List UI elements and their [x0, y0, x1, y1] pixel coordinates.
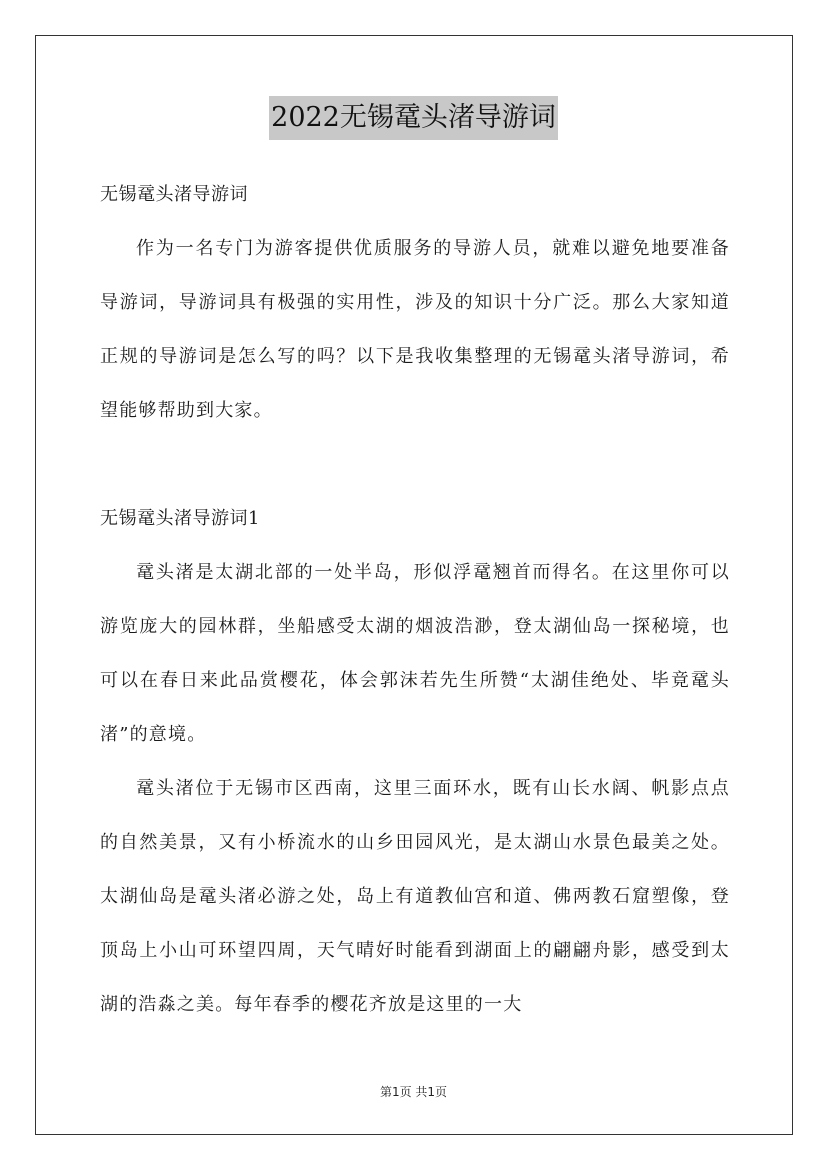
section-heading: 无锡鼋头渚导游词1 — [100, 508, 260, 529]
document-subtitle: 无锡鼋头渚导游词 — [100, 184, 248, 205]
title-container — [0, 96, 827, 140]
intro-paragraph: 作为一名专门为游客提供优质服务的导游人员，就难以避免地要准备导游词，导游词具有极强的实用性，涉及的知识十分广泛。那么大家知道正规的导游词是怎么写的吗？以下是我收集整理的无锡鼋头渚导游词，希望能够帮助到大家。 — [100, 238, 730, 421]
section-paragraph-2: 鼋头渚位于无锡市区西南，这里三面环水，既有山长水阔、帆影点点的自然美景，又有小桥流水的山乡田园风光，是太湖山水景色最美之处。太湖仙岛是鼋头渚必游之处，岛上有道教仙宫和道、佛两教石窟塑像，登顶岛上小山可环望四周，天气晴好时能看到湖面上的翩翩舟影，感受到太湖的浩淼之美。每年春季的樱花齐放是这里的一大 — [100, 778, 730, 1015]
section-paragraph-1: 鼋头渚是太湖北部的一处半岛，形似浮鼋翘首而得名。在这里你可以游览庞大的园林群，坐船感受太湖的烟波浩渺，登太湖仙岛一探秘境，也可以在春日来此品赏樱花，体会郭沫若先生所赞“太湖佳绝处、毕竟鼋头渚”的意境。 — [100, 562, 730, 745]
document-title: 2022无锡鼋头渚导游词 — [269, 96, 558, 140]
document-body — [100, 168, 730, 1032]
paragraph-spacer — [100, 438, 730, 492]
page-footer: 第1页 共1页 — [379, 1085, 448, 1099]
